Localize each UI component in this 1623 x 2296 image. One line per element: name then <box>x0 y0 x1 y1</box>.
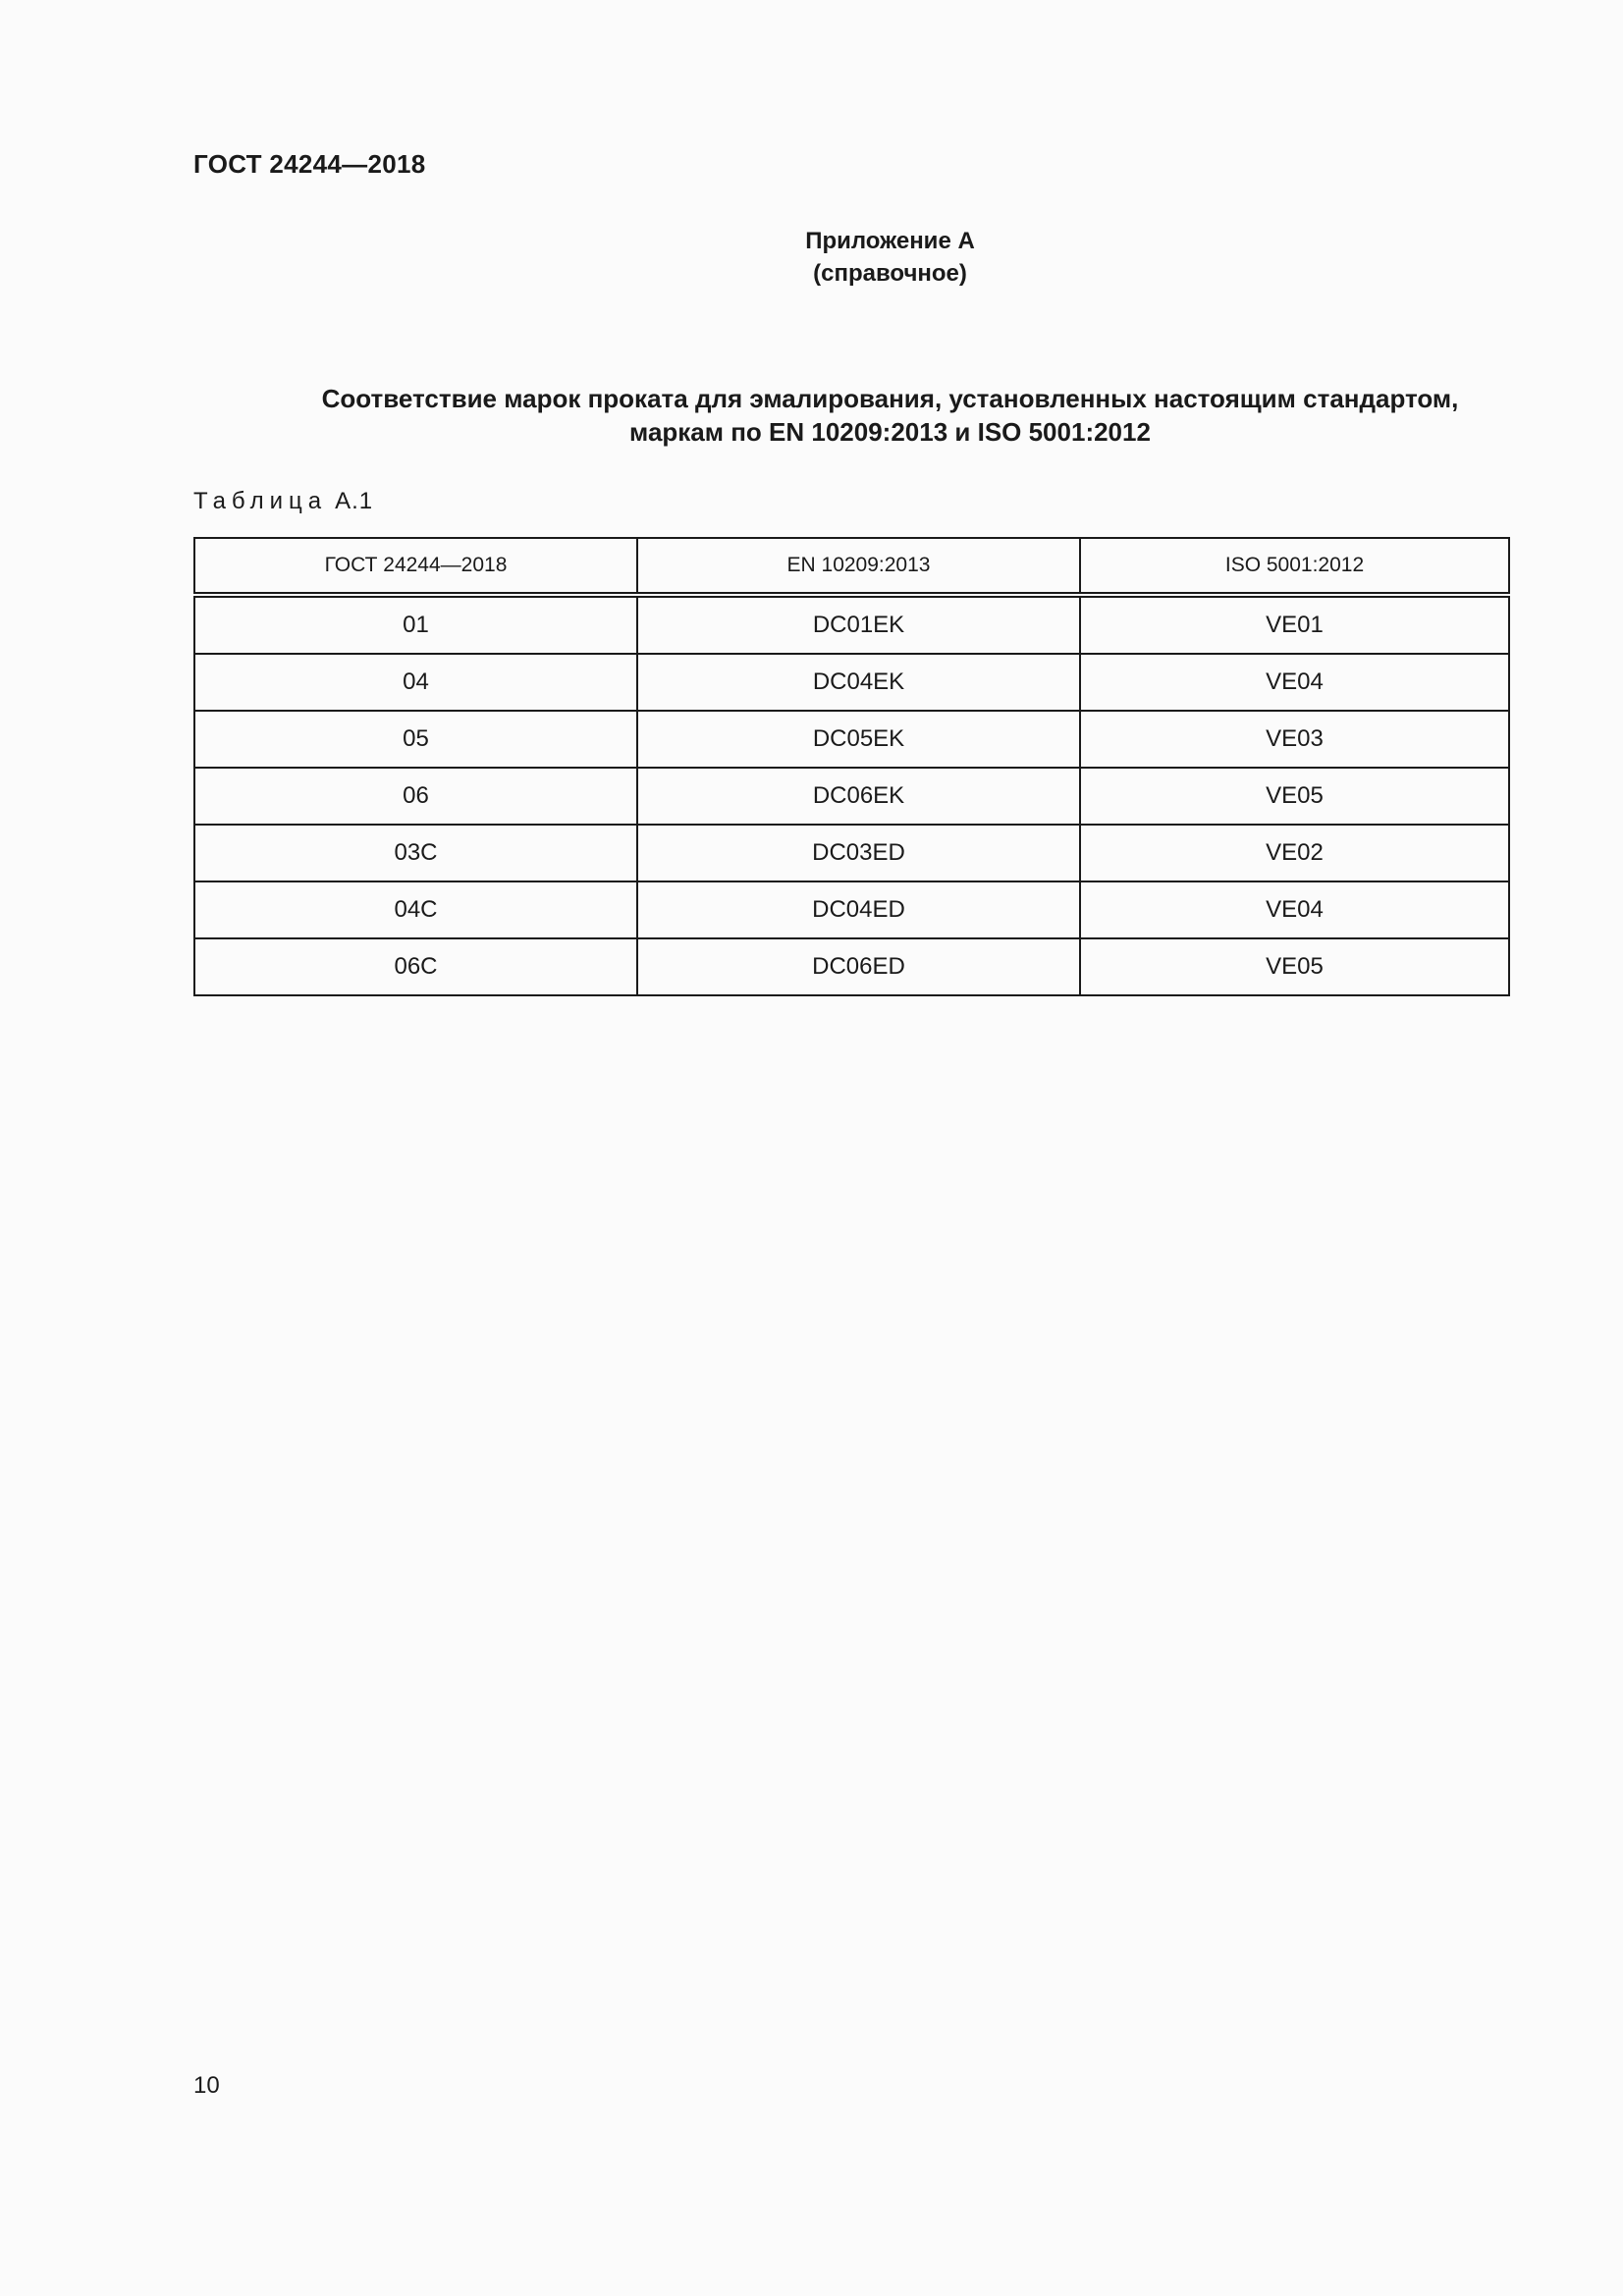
cell-gost: 01 <box>194 595 637 654</box>
cell-iso: VE05 <box>1080 938 1509 995</box>
appendix-label: Приложение А <box>805 228 975 254</box>
column-header-iso: ISO 5001:2012 <box>1080 538 1509 595</box>
appendix-type: (справочное) <box>813 260 967 287</box>
cell-iso: VE01 <box>1080 595 1509 654</box>
cell-gost: 03С <box>194 825 637 881</box>
column-header-gost: ГОСТ 24244—2018 <box>194 538 637 595</box>
page-number: 10 <box>193 2072 220 2099</box>
cell-iso: VE05 <box>1080 768 1509 825</box>
table-row <box>194 595 1509 654</box>
table-row <box>194 825 1509 881</box>
cell-en: DC06EK <box>637 768 1080 825</box>
cell-gost: 05 <box>194 711 637 768</box>
table-row <box>194 938 1509 995</box>
table-row <box>194 654 1509 711</box>
table-caption <box>193 488 373 515</box>
appendix-heading <box>0 225 1623 290</box>
cell-iso: VE04 <box>1080 881 1509 938</box>
cell-en: DC05EK <box>637 711 1080 768</box>
cell-en: DC04EK <box>637 654 1080 711</box>
table-caption-word: Таблица <box>193 488 328 514</box>
cell-iso: VE04 <box>1080 654 1509 711</box>
appendix-title-line-1: Соответствие марок проката для эмалирования, установленных настоящим стандартом, <box>321 384 1459 413</box>
cell-gost: 06С <box>194 938 637 995</box>
appendix-title-line-2: маркам по EN 10209:2013 и ISO 5001:2012 <box>629 417 1151 447</box>
table-row <box>194 711 1509 768</box>
cell-en: DC06ED <box>637 938 1080 995</box>
table-row <box>194 768 1509 825</box>
table-header-row <box>194 538 1509 595</box>
cell-en: DC03ED <box>637 825 1080 881</box>
cell-en: DC01EK <box>637 595 1080 654</box>
cell-iso: VE02 <box>1080 825 1509 881</box>
column-header-en: EN 10209:2013 <box>637 538 1080 595</box>
cell-iso: VE03 <box>1080 711 1509 768</box>
document-header: ГОСТ 24244—2018 <box>193 149 426 179</box>
appendix-title <box>0 382 1623 449</box>
table-caption-number: А.1 <box>335 488 374 514</box>
cell-gost: 04 <box>194 654 637 711</box>
cell-en: DC04ED <box>637 881 1080 938</box>
table-row <box>194 881 1509 938</box>
cell-gost: 06 <box>194 768 637 825</box>
cell-gost: 04С <box>194 881 637 938</box>
grade-correspondence-table <box>193 537 1510 996</box>
